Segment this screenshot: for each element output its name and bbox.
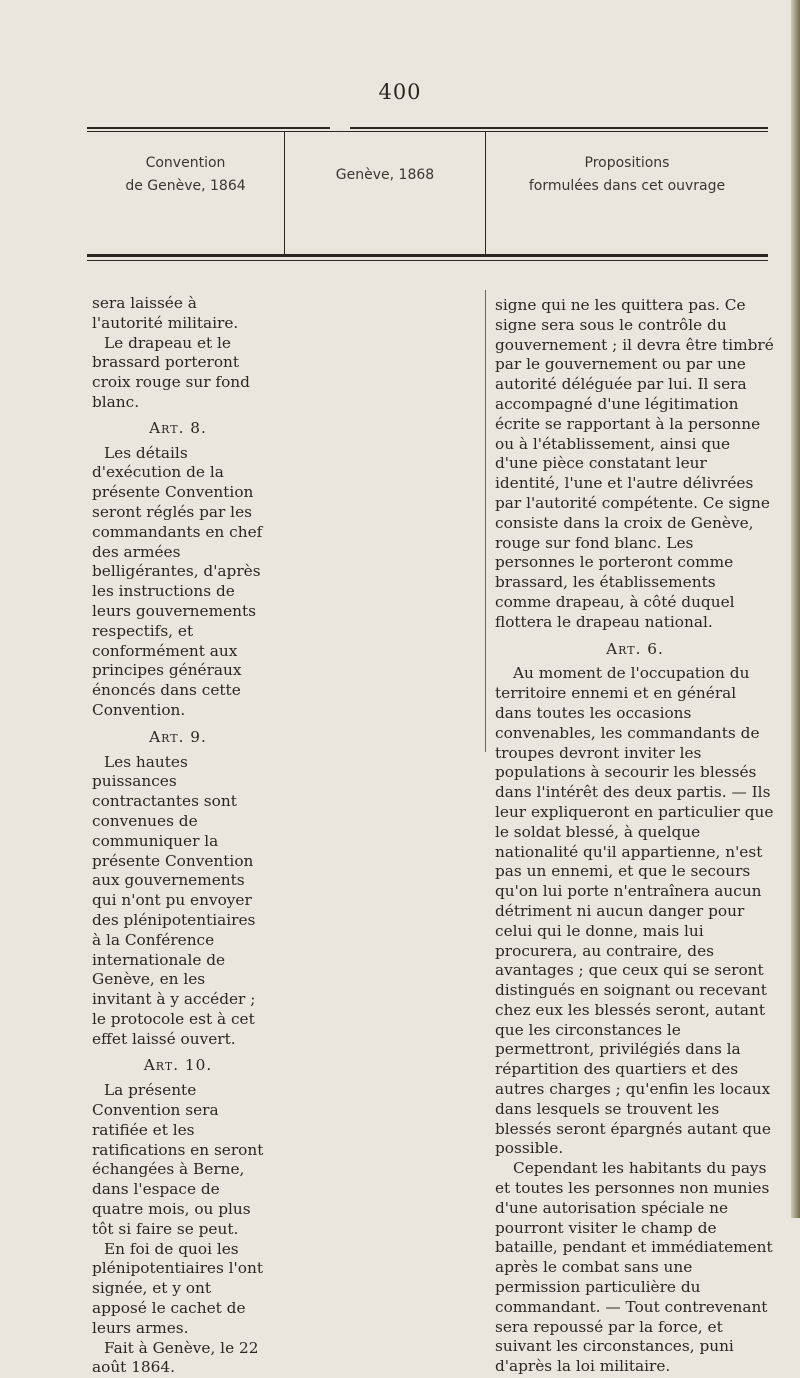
paragraph: Le drapeau et le brassard porteront croix rouge sur fond blanc. bbox=[92, 333, 250, 411]
paragraph: Fait à Genève, le 22 août 1864. bbox=[92, 1338, 259, 1377]
header-bottom-thin-rule bbox=[87, 260, 768, 261]
header-right bbox=[486, 152, 768, 198]
article-heading: Art. 9. bbox=[149, 727, 207, 746]
header-right-line2: formulées dans cet ouvrage bbox=[528, 178, 726, 194]
paragraph: sera laissée à l'autorité militaire. bbox=[92, 294, 239, 332]
header-top-rule bbox=[87, 127, 330, 129]
paragraph: Au moment de l'occupation du territoire ennemi et en général dans toutes les occasions convenables, les commandants de troupes devront inviter les populations à secourir les blessés dans l'intérêt des deux partis. — Ils leur expliqueront en particulier que le soldat blessé, à quelque nationalité qu'il appartienne, n'est pas un ennemi, et que le secours qu'on lui porte n'entraînera aucun détriment ni aucun danger pour celui qui le donne, mais lui procurera, au contraire, des avantages ; que ceux qui se seront distingués en soignant ou recevant chez eux les blessés seront, autant que les circonstances le permettront, privilégiés dans la répartition des quartiers et des autres charges ; qu'enfin les locaux dans lesquels se trouvent les blessés seront épargnés autant que possible. bbox=[495, 664, 774, 1158]
left-column bbox=[92, 294, 264, 1378]
column-divider bbox=[485, 290, 486, 752]
article-heading: Art. 6. bbox=[606, 639, 664, 658]
paragraph: signe qui ne les quittera pas. Ce signe sera sous le contrôle du gouvernement ; il devra être timbré par le gouvernement ou par une autorité déléguée par lui. Il sera accompagné d'une légitimation écrite se rapportant à la personne ou à l'établissement, ainsi que d'une pièce constatant leur identité, l'une et l'autre délivrées par l'autorité compétente. Ce signe consiste dans la croix de Genève, rouge sur fond blanc. Les personnes le porteront comme brassard, les établissements comme drapeau, à côté duquel flottera le drapeau national. bbox=[495, 296, 774, 631]
paragraph: En foi de quoi les plénipotentiaires l'ont signée, et y ont apposé le cachet de leurs armes. bbox=[92, 1239, 263, 1337]
page-edge-shadow bbox=[791, 0, 800, 1218]
page-number: 400 bbox=[378, 80, 422, 104]
article-heading: Art. 8. bbox=[149, 418, 207, 437]
right-column-clip bbox=[495, 296, 774, 1376]
paragraph: La présente Convention sera ratifiée et les ratifications en seront échangées à Berne, dans l'espace de quatre mois, ou plus tôt si faire se peut. bbox=[92, 1081, 264, 1238]
paragraph: Les détails d'exécution de la présente Convention seront réglés par les commandants en chef des armées belligérantes, d'après les instructions de leurs gouvernements respectifs, et conformément aux principes généraux énoncés dans cette Convention. bbox=[92, 443, 263, 719]
header-top-rule bbox=[350, 127, 768, 129]
header-left-line1: Convention bbox=[145, 155, 226, 171]
header-left bbox=[87, 152, 284, 198]
header-bottom-rule bbox=[87, 254, 768, 257]
article-heading: Art. 10. bbox=[143, 1056, 213, 1075]
right-column bbox=[495, 296, 775, 1377]
header-middle: Genève, 1868 bbox=[335, 167, 435, 183]
header-left-line2: de Genève, 1864 bbox=[125, 178, 246, 194]
paragraph: Cependant les habitants du pays et toutes les personnes non munies d'une autorisation spéciale ne pourront visiter le champ de bataille, pendant et immédiatement après le combat sans une permission particulière du commandant. — Tout contrevenant sera repoussé par la force, et suivant les circonstances, puni d'après la loi militaire. bbox=[495, 1159, 773, 1376]
header-top-thin-rule bbox=[87, 131, 768, 132]
column-divider bbox=[284, 131, 285, 257]
paragraph: Les hautes puissances contractantes sont convenues de communiquer la présente Convention aux gouvernements qui n'ont pu envoyer des plénipotentiaires à la Conférence internationale de Genève, en les invitant à y accéder ; le protocole est à cet effet laissé ouvert. bbox=[92, 752, 256, 1048]
header-right-line1: Propositions bbox=[584, 155, 670, 171]
